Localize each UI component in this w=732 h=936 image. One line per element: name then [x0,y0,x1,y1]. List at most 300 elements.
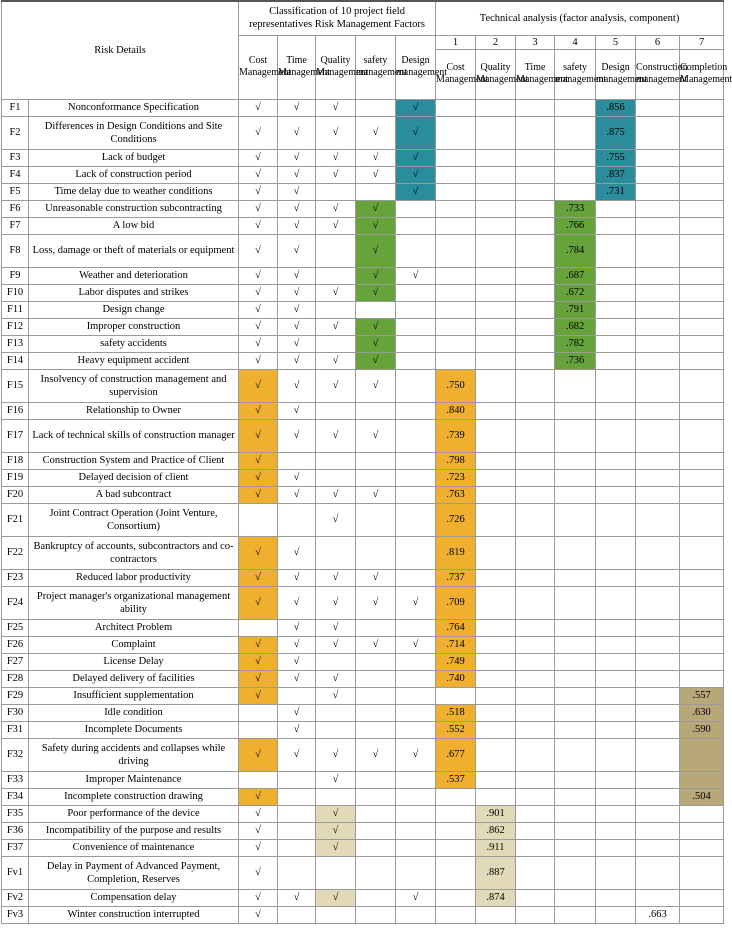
risk-description: Delayed decision of client [29,469,239,486]
component-loading-cell [476,301,516,318]
component-loading-cell [476,318,516,335]
component-loading-cell [476,619,516,636]
component-loading-cell [596,217,636,234]
component-loading-cell [555,469,596,486]
component-loading-cell [596,704,636,721]
component-loading-cell [436,889,476,906]
component-loading-cell: .901 [476,805,516,822]
table-row [2,569,724,586]
classification-cell: √ [396,166,436,183]
classification-cell [356,183,396,200]
component-loading-cell [636,234,680,267]
classification-cell [356,889,396,906]
component-number: 5 [596,35,636,49]
classification-cell [396,200,436,217]
classification-cell [316,788,356,805]
classification-column-cost: Cost Management [239,35,278,99]
component-loading-cell [596,687,636,704]
risk-description: Compensation delay [29,889,239,906]
component-loading-cell [476,486,516,503]
component-loading-cell: .764 [436,619,476,636]
classification-cell [239,619,278,636]
component-loading-cell [680,318,724,335]
component-loading-cell: .791 [555,301,596,318]
component-loading-cell [680,805,724,822]
component-loading-cell: .887 [476,856,516,889]
risk-description: Relationship to Owner [29,402,239,419]
classification-cell: √ [356,284,396,301]
component-loading-cell [596,536,636,569]
table-row [2,200,724,217]
component-loading-cell: .755 [596,149,636,166]
classification-cell: √ [239,452,278,469]
component-number: 7 [680,35,724,49]
table-row [2,839,724,856]
classification-cell [316,402,356,419]
classification-cell [316,653,356,670]
component-loading-cell: .766 [555,217,596,234]
classification-cell: √ [396,183,436,200]
component-loading-cell [636,805,680,822]
component-loading-cell [680,452,724,469]
classification-cell: √ [239,267,278,284]
component-loading-cell [596,653,636,670]
component-loading-cell [596,486,636,503]
component-loading-cell [636,822,680,839]
component-loading-cell [636,419,680,452]
classification-cell [356,771,396,788]
classification-cell [356,704,396,721]
classification-cell [356,99,396,116]
component-loading-cell: .714 [436,636,476,653]
component-loading-cell [636,856,680,889]
classification-cell [316,856,356,889]
component-loading-cell [476,771,516,788]
risk-description: Poor performance of the device [29,805,239,822]
risk-id: F32 [2,738,29,771]
component-loading-cell: .557 [680,687,724,704]
risk-description: Idle condition [29,704,239,721]
component-loading-cell [680,619,724,636]
classification-cell: √ [316,738,356,771]
component-loading-cell [516,318,555,335]
risk-id: F20 [2,486,29,503]
classification-cell: √ [239,149,278,166]
component-loading-cell [555,402,596,419]
classification-column-quality: Quality Management [316,35,356,99]
classification-cell [396,419,436,452]
risk-id: F7 [2,217,29,234]
component-loading-cell: .739 [436,419,476,452]
component-loading-cell [436,788,476,805]
component-loading-cell: .874 [476,889,516,906]
component-loading-cell [680,670,724,687]
component-loading-cell [596,419,636,452]
component-loading-cell [476,284,516,301]
component-loading-cell [516,149,555,166]
classification-column-design: Design management [396,35,436,99]
table-row [2,183,724,200]
classification-cell: √ [316,116,356,149]
risk-description: Nonconformance Specification [29,99,239,116]
component-loading-cell [596,234,636,267]
technical-analysis-header: Technical analysis (factor analysis, component) [436,1,724,35]
component-loading-cell [516,183,555,200]
classification-column-time: Time Management [278,35,316,99]
classification-cell: √ [239,301,278,318]
classification-cell [239,721,278,738]
component-loading-cell [516,856,555,889]
classification-cell: √ [356,116,396,149]
component-loading-cell [436,822,476,839]
risk-id: F4 [2,166,29,183]
component-loading-cell: .749 [436,653,476,670]
component-loading-cell [476,687,516,704]
risk-description: Loss, damage or theft of materials or equipment [29,234,239,267]
classification-cell: √ [396,267,436,284]
classification-cell [356,503,396,536]
table-row [2,452,724,469]
risk-id: F6 [2,200,29,217]
component-loading-cell [516,234,555,267]
component-loading-cell [680,116,724,149]
component-loading-cell [680,822,724,839]
component-loading-cell: .911 [476,839,516,856]
component-loading-cell [596,200,636,217]
classification-cell: √ [278,183,316,200]
component-loading-cell [636,788,680,805]
component-loading-cell [436,318,476,335]
classification-cell: √ [239,318,278,335]
component-loading-cell [636,636,680,653]
component-loading-cell [516,653,555,670]
component-loading-cell [516,284,555,301]
component-loading-cell [555,503,596,536]
risk-id: F26 [2,636,29,653]
component-loading-cell [476,704,516,721]
component-loading-cell [596,452,636,469]
table-row [2,267,724,284]
classification-cell [316,335,356,352]
component-loading-cell [476,469,516,486]
classification-cell: √ [356,352,396,369]
component-loading-cell [596,636,636,653]
classification-cell [396,335,436,352]
component-loading-cell [636,704,680,721]
classification-cell [356,301,396,318]
component-loading-cell [476,369,516,402]
component-loading-cell [516,486,555,503]
component-loading-cell [476,636,516,653]
component-loading-cell [476,217,516,234]
component-loading-cell [596,822,636,839]
classification-cell: √ [356,318,396,335]
component-loading-cell [680,771,724,788]
component-loading-cell [516,670,555,687]
classification-cell [316,301,356,318]
component-loading-cell [476,402,516,419]
classification-cell: √ [316,771,356,788]
risk-id: F15 [2,369,29,402]
classification-cell: √ [239,636,278,653]
table-row [2,586,724,619]
component-loading-cell [555,569,596,586]
component-loading-cell [555,183,596,200]
classification-cell [396,352,436,369]
risk-details-header: Risk Details [2,1,239,99]
component-loading-cell [680,569,724,586]
component-loading-cell [596,586,636,619]
classification-cell [239,503,278,536]
risk-description: A low bid [29,217,239,234]
risk-id: Fv3 [2,906,29,923]
classification-cell: √ [278,284,316,301]
classification-cell [396,653,436,670]
component-loading-cell [555,486,596,503]
classification-cell: √ [356,335,396,352]
classification-cell [239,704,278,721]
component-loading-cell [555,419,596,452]
classification-cell [278,771,316,788]
component-loading-cell: .862 [476,822,516,839]
classification-cell [396,284,436,301]
classification-cell: √ [239,839,278,856]
risk-description: Lack of construction period [29,166,239,183]
classification-cell: √ [239,536,278,569]
risk-description: Incomplete Documents [29,721,239,738]
classification-cell [278,788,316,805]
risk-description: safety accidents [29,335,239,352]
table-row [2,788,724,805]
risk-id: F3 [2,149,29,166]
classification-cell [356,721,396,738]
component-loading-cell: .798 [436,452,476,469]
component-loading-cell [596,889,636,906]
classification-cell: √ [239,335,278,352]
classification-cell: √ [278,234,316,267]
component-loading-cell [636,369,680,402]
component-loading-cell [476,116,516,149]
component-loading-cell [436,116,476,149]
classification-cell: √ [239,166,278,183]
risk-id: F5 [2,183,29,200]
risk-description: Improper Maintenance [29,771,239,788]
risk-id: F22 [2,536,29,569]
classification-cell: √ [316,369,356,402]
component-loading-cell [596,318,636,335]
classification-cell [316,906,356,923]
component-loading-cell [436,149,476,166]
table-row [2,301,724,318]
component-loading-cell: .709 [436,586,476,619]
classification-cell: √ [278,301,316,318]
classification-cell: √ [316,636,356,653]
classification-cell: √ [316,318,356,335]
component-loading-cell [636,670,680,687]
risk-description: Winter construction interrupted [29,906,239,923]
component-loading-cell [516,503,555,536]
classification-cell: √ [278,738,316,771]
classification-header: Classification of 10 project field representatives Risk Management Factors [239,1,436,35]
risk-description: Insolvency of construction management and supervision [29,369,239,402]
component-loading-cell [516,687,555,704]
component-loading-cell [596,301,636,318]
component-loading-cell [596,503,636,536]
table-row [2,670,724,687]
classification-cell: √ [278,369,316,402]
risk-id: F23 [2,569,29,586]
table-row [2,738,724,771]
classification-cell: √ [278,569,316,586]
component-loading-cell [680,906,724,923]
classification-cell: √ [278,402,316,419]
component-loading-cell [476,536,516,569]
risk-id: F10 [2,284,29,301]
component-loading-cell [476,569,516,586]
component-loading-cell: .837 [596,166,636,183]
classification-cell: √ [239,856,278,889]
classification-cell [396,670,436,687]
classification-cell: √ [239,486,278,503]
classification-cell: √ [239,99,278,116]
component-loading-cell [555,166,596,183]
risk-id: F11 [2,301,29,318]
table-row [2,636,724,653]
risk-id: F18 [2,452,29,469]
table-row [2,653,724,670]
component-loading-cell [636,839,680,856]
component-loading-cell [516,636,555,653]
component-loading-cell [680,536,724,569]
risk-description: Reduced labor productivity [29,569,239,586]
classification-cell [396,839,436,856]
classification-cell: √ [316,569,356,586]
classification-cell: √ [278,419,316,452]
table-row [2,771,724,788]
classification-cell [316,721,356,738]
risk-description: Safety during accidents and collapses while driving [29,738,239,771]
classification-cell [396,771,436,788]
component-loading-cell [516,788,555,805]
component-loading-cell [680,284,724,301]
component-loading-cell [516,116,555,149]
component-loading-cell: .763 [436,486,476,503]
component-loading-cell [636,267,680,284]
table-row [2,99,724,116]
classification-cell [278,839,316,856]
component-loading-cell [596,771,636,788]
risk-description: License Delay [29,653,239,670]
component-loading-cell [680,99,724,116]
classification-cell: √ [239,586,278,619]
component-loading-cell [555,738,596,771]
component-loading-cell [680,856,724,889]
component-loading-cell [596,469,636,486]
classification-cell: √ [356,267,396,284]
classification-cell: √ [239,906,278,923]
component-loading-cell [680,653,724,670]
component-loading-cell [555,788,596,805]
classification-cell: √ [396,636,436,653]
table-row [2,687,724,704]
component-loading-cell [516,419,555,452]
classification-cell [316,267,356,284]
table-row [2,419,724,452]
table-row [2,234,724,267]
classification-cell [396,805,436,822]
classification-cell [278,452,316,469]
table-row [2,619,724,636]
component-loading-cell [436,234,476,267]
component-loading-cell [680,200,724,217]
classification-cell: √ [316,352,356,369]
classification-cell [278,856,316,889]
component-loading-cell [555,653,596,670]
risk-id: F37 [2,839,29,856]
component-loading-cell [476,670,516,687]
risk-description: Joint Contract Operation (Joint Venture, Consortium) [29,503,239,536]
classification-cell: √ [239,284,278,301]
component-loading-cell [476,267,516,284]
component-loading-cell [436,217,476,234]
risk-description: Unreasonable construction subcontracting [29,200,239,217]
risk-description: Bankruptcy of accounts, subcontractors and co-contractors [29,536,239,569]
component-loading-cell: .672 [555,284,596,301]
component-loading-cell [596,284,636,301]
classification-cell [396,704,436,721]
risk-description: Improper construction [29,318,239,335]
classification-cell: √ [278,469,316,486]
classification-cell: √ [316,586,356,619]
component-loading-cell [476,586,516,619]
classification-cell: √ [278,217,316,234]
component-loading-cell: .856 [596,99,636,116]
risk-description: Insufficient supplementation [29,687,239,704]
component-loading-cell [516,805,555,822]
component-loading-cell [636,469,680,486]
classification-cell: √ [239,183,278,200]
component-loading-cell [436,805,476,822]
component-loading-cell: .687 [555,267,596,284]
classification-cell: √ [316,99,356,116]
table-row [2,469,724,486]
risk-description: Lack of budget [29,149,239,166]
component-loading-cell [636,402,680,419]
risk-description: Delayed delivery of facilities [29,670,239,687]
risk-description: Convenience of maintenance [29,839,239,856]
classification-cell: √ [239,116,278,149]
component-name-safety: safety management [555,49,596,99]
classification-cell: √ [239,653,278,670]
component-loading-cell [596,788,636,805]
classification-cell: √ [278,267,316,284]
classification-cell: √ [356,234,396,267]
component-number: 3 [516,35,555,49]
component-number: 1 [436,35,476,49]
classification-cell: √ [239,788,278,805]
component-loading-cell [680,267,724,284]
component-loading-cell: .737 [436,569,476,586]
component-loading-cell [476,503,516,536]
component-loading-cell [596,402,636,419]
risk-description: Labor disputes and strikes [29,284,239,301]
table-row [2,335,724,352]
classification-cell: √ [356,738,396,771]
classification-cell: √ [356,636,396,653]
classification-cell [316,452,356,469]
component-loading-cell [680,352,724,369]
classification-cell [278,503,316,536]
